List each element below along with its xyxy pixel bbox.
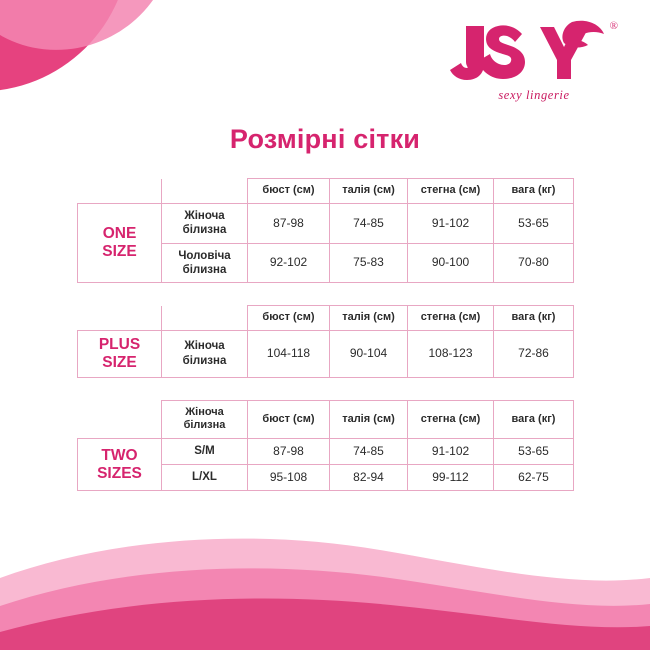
jsy-logo-icon <box>444 18 624 86</box>
row-label-mens: Чоловіча білизна <box>162 243 248 283</box>
column-header-weight: вага (кг) <box>494 179 574 204</box>
row-label-sm: S/M <box>162 439 248 465</box>
table-row <box>78 331 574 378</box>
group-label-line-1: ONE <box>102 225 137 243</box>
group-label-one-size <box>78 203 162 283</box>
group-label-line-1: TWO <box>101 446 138 464</box>
wave-shape-icon <box>0 520 650 650</box>
group-label-line-2: SIZE <box>102 353 137 371</box>
column-header-bust: бюст (см) <box>248 306 330 331</box>
group-label-line-2: SIZES <box>97 464 142 482</box>
cell-hips: 99-112 <box>408 465 494 491</box>
row-label-womens: Жіноча білизна <box>162 203 248 243</box>
cell-bust: 104-118 <box>248 331 330 378</box>
cell-bust: 95-108 <box>248 465 330 491</box>
corner-cell-empty <box>78 400 162 439</box>
column-header-waist: талія (см) <box>330 400 408 439</box>
cell-waist: 74-85 <box>330 439 408 465</box>
table-row <box>78 203 574 243</box>
corner-cell-empty <box>78 179 162 204</box>
column-header-weight: вага (кг) <box>494 306 574 331</box>
size-charts <box>77 178 573 513</box>
brand-tagline: sexy lingerie <box>498 88 570 102</box>
page-title: Розмірні сітки <box>229 124 421 154</box>
registered-trademark-icon: ® <box>609 20 618 32</box>
table-header-row <box>78 400 574 439</box>
cell-hips: 90-100 <box>408 243 494 283</box>
column-header-weight: вага (кг) <box>494 400 574 439</box>
cell-bust: 87-98 <box>248 439 330 465</box>
cell-waist: 74-85 <box>330 203 408 243</box>
column-header-kind: Жіноча білизна <box>162 400 248 439</box>
table-row <box>78 439 574 465</box>
corner-cell-empty-2 <box>162 179 248 204</box>
column-header-hips: стегна (см) <box>408 400 494 439</box>
corner-cell-empty <box>78 306 162 331</box>
cell-weight: 62-75 <box>494 465 574 491</box>
group-label-plus-size <box>78 331 162 378</box>
column-header-bust: бюст (см) <box>248 400 330 439</box>
cell-hips: 91-102 <box>408 439 494 465</box>
cell-bust: 92-102 <box>248 243 330 283</box>
size-table-one-size <box>77 178 574 283</box>
size-table-two-sizes <box>77 400 574 492</box>
brand-logo <box>444 18 624 103</box>
cell-waist: 82-94 <box>330 465 408 491</box>
group-label-line-1: PLUS <box>98 336 141 353</box>
decorative-bottom-wave <box>0 520 650 650</box>
column-header-hips: стегна (см) <box>408 306 494 331</box>
column-header-waist: талія (см) <box>330 306 408 331</box>
column-header-waist: талія (см) <box>330 179 408 204</box>
table-header-row <box>78 179 574 204</box>
cell-bust: 87-98 <box>248 203 330 243</box>
column-header-hips: стегна (см) <box>408 179 494 204</box>
cell-weight: 53-65 <box>494 439 574 465</box>
group-label-line-2: SIZE <box>102 243 137 260</box>
cell-weight: 72-86 <box>494 331 574 378</box>
size-table-plus-size <box>77 305 574 377</box>
logo-mark <box>444 18 624 86</box>
corner-cell-empty-2 <box>162 306 248 331</box>
row-label-womens: Жіноча білизна <box>162 331 248 378</box>
cell-weight: 53-65 <box>494 203 574 243</box>
cell-waist: 75-83 <box>330 243 408 283</box>
cell-weight: 70-80 <box>494 243 574 283</box>
cell-hips: 108-123 <box>408 331 494 378</box>
column-header-bust: бюст (см) <box>248 179 330 204</box>
table-header-row <box>78 306 574 331</box>
row-label-lxl: L/XL <box>162 465 248 491</box>
group-label-two-sizes <box>78 439 162 491</box>
cell-hips: 91-102 <box>408 203 494 243</box>
cell-waist: 90-104 <box>330 331 408 378</box>
